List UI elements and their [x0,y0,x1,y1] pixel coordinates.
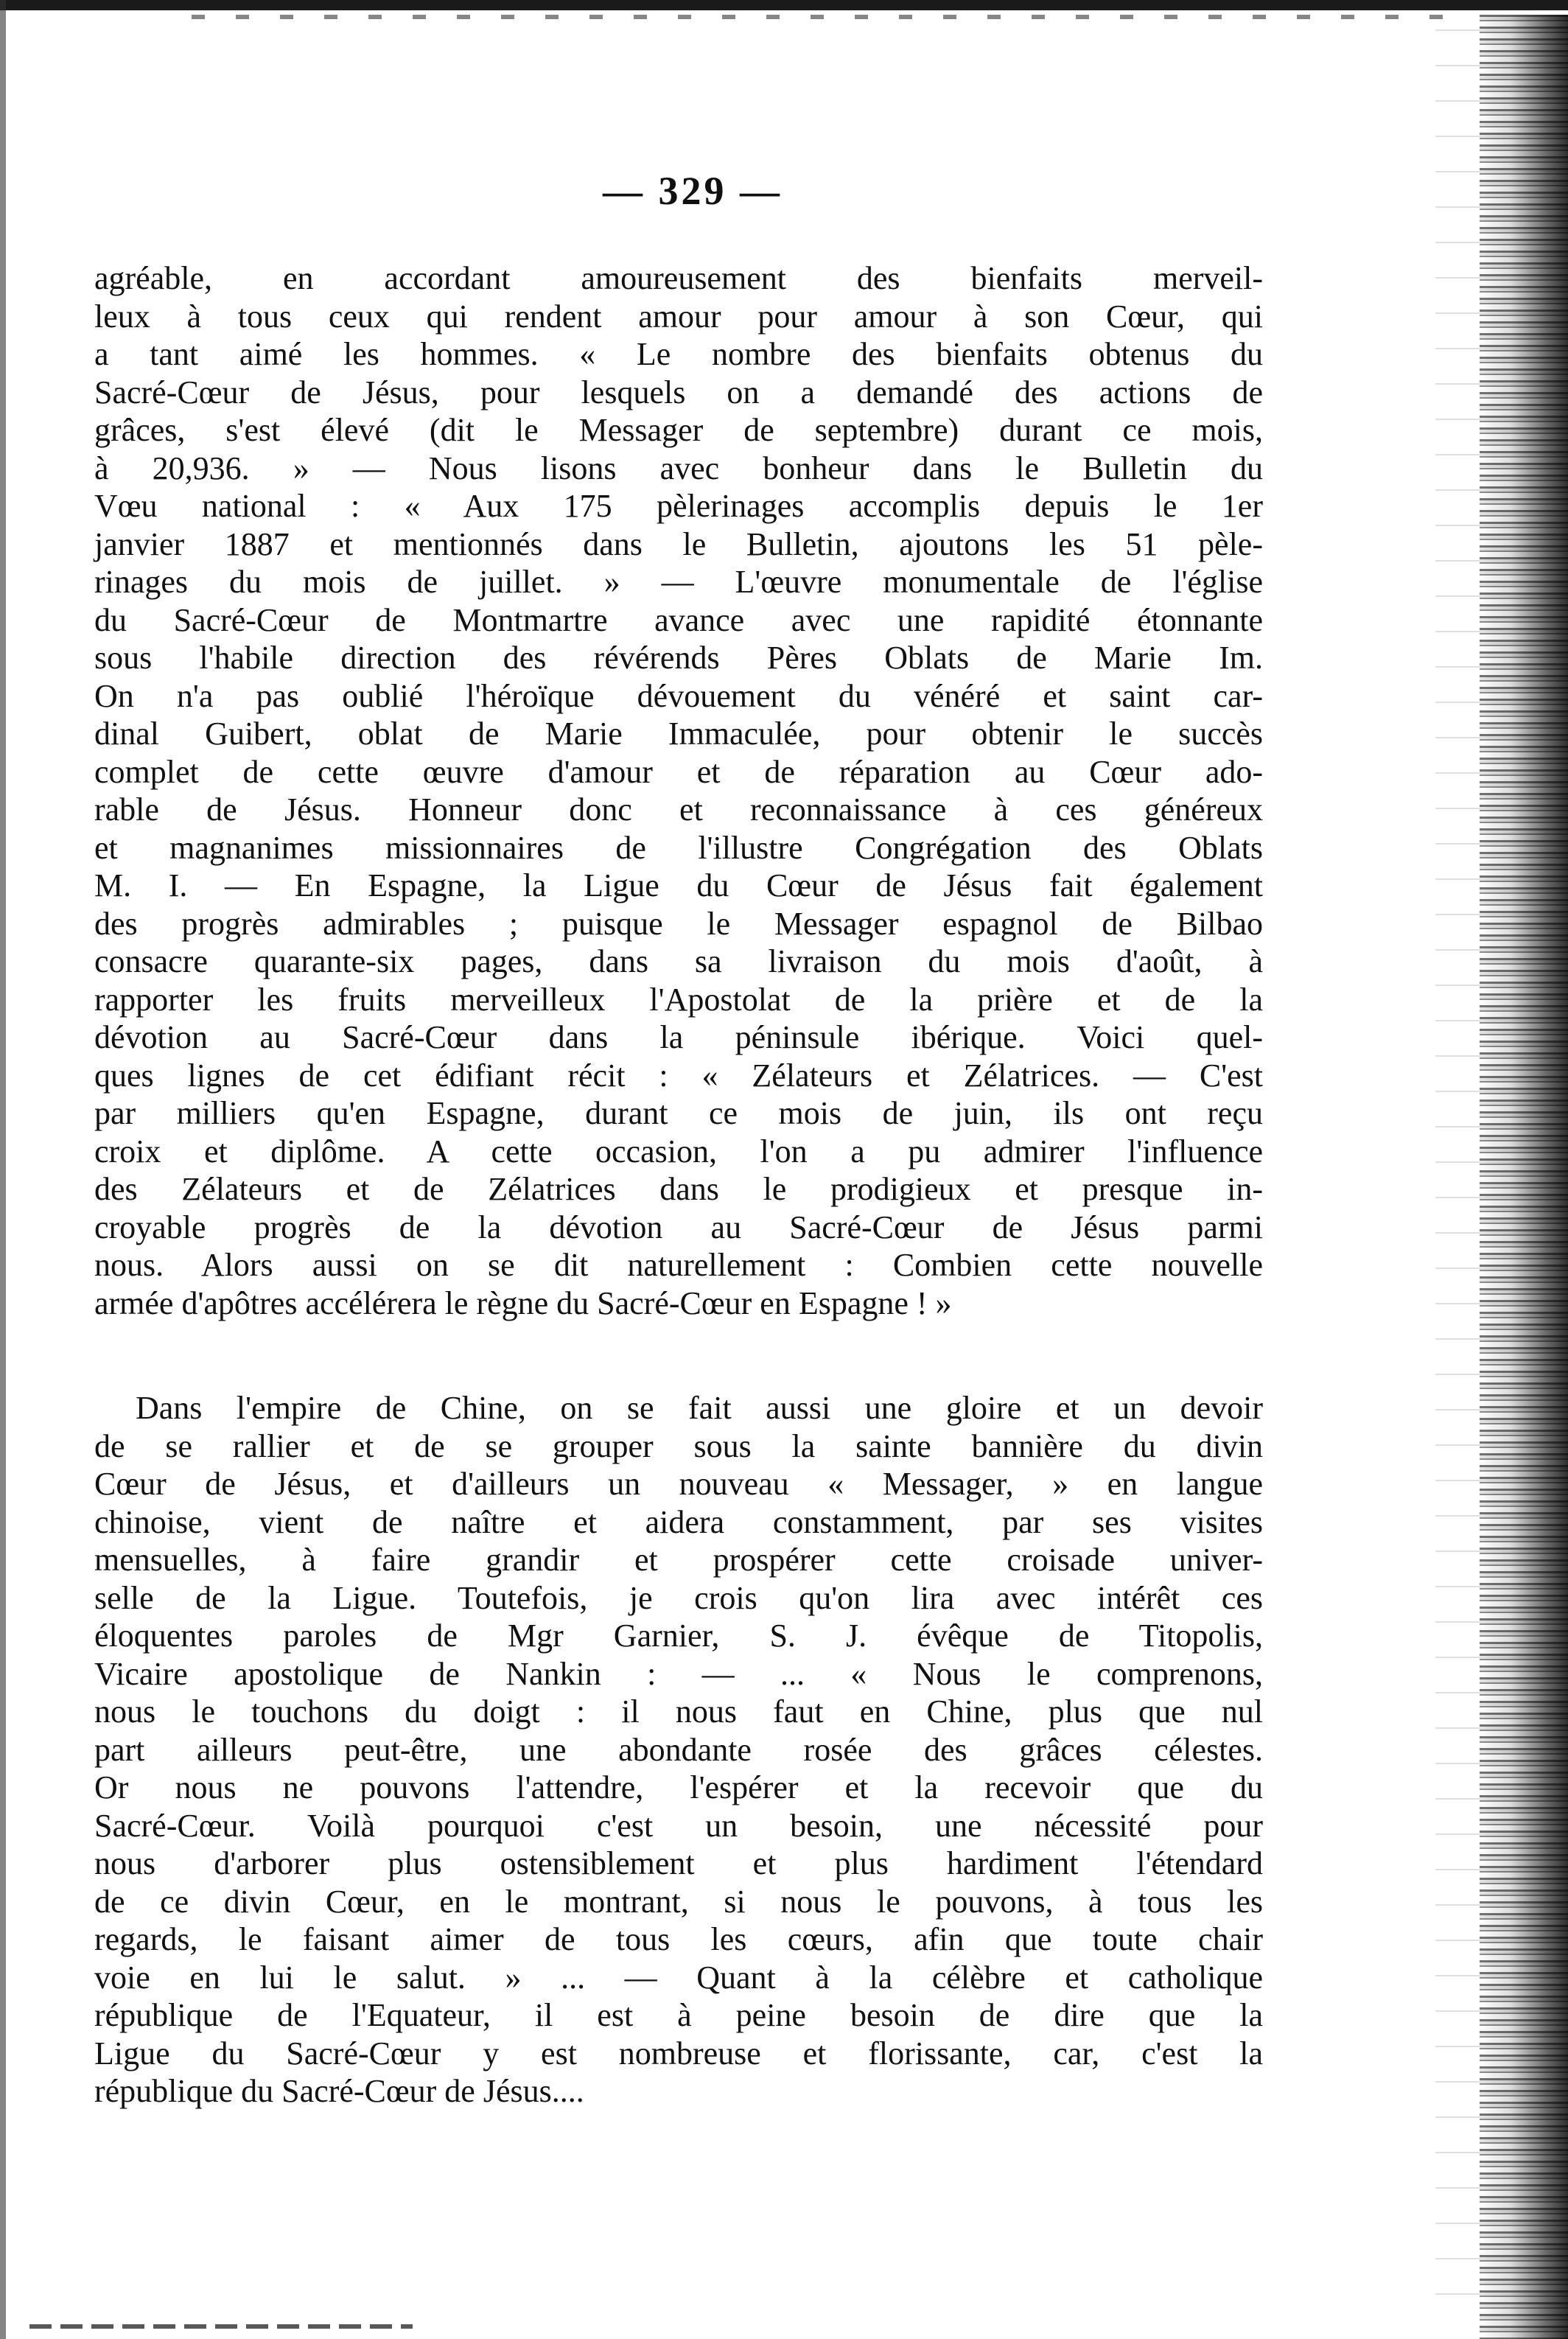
text-line: consacre quarante-six pages, dans sa livraison du mois d'août, à [94,943,1263,979]
text-line: des progrès admirables ; puisque le Messager espagnol de Bilbao [94,905,1263,942]
text-line: nous le touchons du doigt : il nous faut en Chine, plus que nul [94,1693,1263,1730]
text-line: On n'a pas oublié l'héroïque dévouement du vénéré et saint car- [94,677,1263,714]
text-line: voie en lui le salut. » ... — Quant à la célèbre et catholique [94,1959,1263,1996]
text-line: et magnanimes missionnaires de l'illustre Congrégation des Oblats [94,829,1263,866]
scan-right-edge [1480,15,1568,2339]
text-line: dévotion au Sacré-Cœur dans la péninsule ibérique. Voici quel- [94,1019,1263,1055]
text-line: nous d'arborer plus ostensiblement et plus hardiment l'étendard [94,1845,1263,1881]
scan-left-edge [0,0,6,2339]
text-line: chinoise, vient de naître et aidera constamment, par ses visites [94,1503,1263,1540]
text-line: agréable, en accordant amoureusement des bienfaits merveil- [94,260,1263,296]
text-line: rinages du mois de juillet. » — L'œuvre monumentale de l'église [94,564,1263,600]
scan-bottom-mark [29,2324,413,2329]
text-line: Dans l'empire de Chine, on se fait aussi une gloire et un devoir [136,1390,1263,1426]
scan-gutter-noise [1435,29,1480,2314]
text-line: du Sacré-Cœur de Montmartre avance avec une rapidité étonnante [94,601,1263,638]
paragraph-1 [94,259,1263,1322]
text-line: Cœur de Jésus, et d'ailleurs un nouveau « Messager, » en langue [94,1466,1263,1502]
text-line: des Zélateurs et de Zélatrices dans le prodigieux et presque in- [94,1171,1263,1207]
text-line: croix et diplôme. A cette occasion, l'on a pu admirer l'influence [94,1133,1263,1170]
text-line: grâces, s'est élevé (dit le Messager de septembre) durant ce mois, [94,412,1263,448]
text-line: M. I. — En Espagne, la Ligue du Cœur de Jésus fait également [94,867,1263,903]
paragraph-2 [94,1389,1263,2111]
text-line: selle de la Ligue. Toutefois, je crois qu'on lira avec intérêt ces [94,1579,1263,1616]
text-line: leux à tous ceux qui rendent amour pour amour à son Cœur, qui [94,298,1263,335]
text-line: croyable progrès de la dévotion au Sacré-Cœur de Jésus parmi [94,1209,1263,1245]
text-line: Vœu national : « Aux 175 pèlerinages accomplis depuis le 1er [94,488,1263,524]
text-line: Ligue du Sacré-Cœur y est nombreuse et florissante, car, c'est la [94,2035,1263,2071]
text-line: armée d'apôtres accélérera le règne du Sacré-Cœur en Espagne ! » [94,1284,952,1321]
text-line: république de l'Equateur, il est à peine besoin de dire que la [94,1997,1263,2033]
text-line: sous l'habile direction des révérends Pères Oblats de Marie Im. [94,640,1263,676]
text-line: Or nous ne pouvons l'attendre, l'espérer et la recevoir que du [94,1769,1263,1805]
text-line: rable de Jésus. Honneur donc et reconnaissance à ces généreux [94,791,1263,828]
text-line: Vicaire apostolique de Nankin : — ... « Nous le comprenons, [94,1655,1263,1692]
text-line: de ce divin Cœur, en le montrant, si nous le pouvons, à tous les [94,1883,1263,1920]
text-line: à 20,936. » — Nous lisons avec bonheur dans le Bulletin du [94,450,1263,486]
text-line: éloquentes paroles de Mgr Garnier, S. J. évêque de Titopolis, [94,1618,1263,1654]
text-line: rapporter les fruits merveilleux l'Apostolat de la prière et de la [94,981,1263,1018]
text-line: ques lignes de cet édifiant récit : « Zélateurs et Zélatrices. — C'est [94,1057,1263,1094]
text-line: par milliers qu'en Espagne, durant ce mois de juin, ils ont reçu [94,1095,1263,1131]
text-line: a tant aimé les hommes. « Le nombre des bienfaits obtenus du [94,336,1263,372]
scan-top-edge [0,0,1568,10]
text-line: nous. Alors aussi on se dit naturellement : Combien cette nouvelle [94,1247,1263,1283]
text-line: république du Sacré-Cœur de Jésus.... [94,2073,584,2109]
text-line: part ailleurs peut-être, une abondante rosée des grâces célestes. [94,1731,1263,1768]
text-line: de se rallier et de se grouper sous la sainte bannière du divin [94,1427,1263,1464]
text-line: Sacré-Cœur. Voilà pourquoi c'est un besoin, une nécessité pour [94,1807,1263,1844]
text-line: regards, le faisant aimer de tous les cœurs, afin que toute chair [94,1921,1263,1957]
scan-top-artifact [192,15,1444,19]
text-line: janvier 1887 et mentionnés dans le Bulletin, ajoutons les 51 pèle- [94,525,1263,562]
text-line: complet de cette œuvre d'amour et de réparation au Cœur ado- [94,753,1263,790]
text-line: mensuelles, à faire grandir et prospérer cette croisade univer- [94,1542,1263,1578]
page-number: — 329 — [603,169,783,213]
text-line: dinal Guibert, oblat de Marie Immaculée, pour obtenir le succès [94,716,1263,752]
text-line: Sacré-Cœur de Jésus, pour lesquels on a demandé des actions de [94,374,1263,410]
